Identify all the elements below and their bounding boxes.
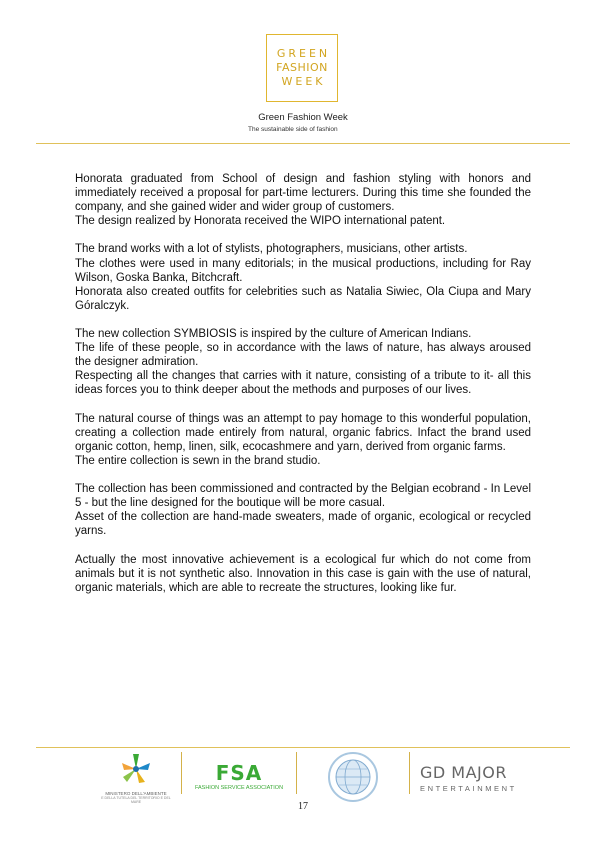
brand-title: Green Fashion Week [258, 112, 348, 123]
brand-subtitle: The sustainable side of fashion [248, 126, 338, 133]
logo-line-fashion: FASHION [276, 61, 328, 74]
body-line: The natural course of things was an attempt to pay homage to this wonderful population, creating a collection made entirely from natural, organic fabrics. Infact the brand used organic cotton, hemp, linen, silk, ecocashmere and yarn, derived from organic farms. [75, 412, 531, 453]
body-line: The brand works with a lot of stylists, photographers, musicians, other artists. [75, 243, 468, 256]
green-fashion-week-logo [266, 34, 338, 102]
body-line: The life of these people, so in accordance with the laws of nature, has always aroused the designer admiration. [75, 342, 531, 369]
page-number: 17 [298, 801, 308, 812]
gd-major-wordmark: GD MAJOR [420, 763, 507, 782]
ministry-name: MINISTERO DELL'AMBIENTE [105, 791, 167, 796]
fsa-name: FASHION SERVICE ASSOCIATION [194, 785, 284, 791]
paragraph [75, 242, 531, 312]
seal-logo [327, 751, 379, 803]
body-line: Respecting all the changes that carries with it nature, consisting of a tribute to it- all this ideas forces you to think deeper about the methods and purposes of our lives. [75, 370, 531, 397]
partner-divider [409, 752, 410, 794]
body-line: Honorata graduated from School of design and fashion styling with honors and immediately received a proposal for part-time lecturers. During this time she founded the company, and she gained wider and wider group of customers. [75, 173, 531, 214]
paragraph [75, 172, 531, 228]
globe-seal-icon [327, 751, 379, 803]
partner-divider [181, 752, 182, 794]
paragraph [75, 482, 531, 538]
gd-major-tagline: ENTERTAINMENT [420, 784, 517, 793]
header-divider [36, 143, 570, 144]
paragraph [75, 412, 531, 468]
logo-line-green: GREEN [276, 47, 331, 60]
ministry-logo [96, 752, 176, 804]
article-body [75, 172, 531, 609]
fsa-logo [187, 762, 291, 802]
body-line: The clothes were used in many editorials; in the musical productions, including for Ray Wilson, Goska Banka, Bitchcraft. [75, 257, 531, 284]
body-line: Honorata also created outfits for celebrities such as Natalia Siwiec, Ola Ciupa and Mary Góralczyk. [75, 285, 531, 312]
paragraph [75, 327, 531, 397]
body-line: Asset of the collection are hand-made sweaters, made of organic, ecological or recycled yarns. [75, 511, 531, 538]
body-line: The new collection SYMBIOSIS is inspired by the culture of American Indians. [75, 328, 472, 341]
gd-major-logo [420, 764, 538, 800]
body-line: The collection has been commissioned and contracted by the Belgian ecobrand - In Level 5 - but the line designed for the boutique will be more casual. [75, 483, 531, 510]
body-line: The entire collection is sewn in the brand studio. [75, 454, 321, 467]
logo-line-week: WEEK [281, 75, 326, 88]
fsa-wordmark: FSA [215, 761, 263, 785]
paragraph [75, 553, 531, 595]
body-line: Actually the most innovative achievement is a ecological fur which do not come from animals but it is not synthetic also. Innovation in this case is gain with the use of natural, organic materials, which are able to recreate the structures, looking like fur. [75, 553, 531, 594]
footer-divider [36, 747, 570, 748]
ministry-subtitle: E DELLA TUTELA DEL TERRITORIO E DEL MARE [101, 796, 171, 804]
body-line: The design realized by Honorata received the WIPO international patent. [75, 215, 446, 228]
partner-divider [296, 752, 297, 794]
ministry-star-icon [96, 752, 176, 786]
